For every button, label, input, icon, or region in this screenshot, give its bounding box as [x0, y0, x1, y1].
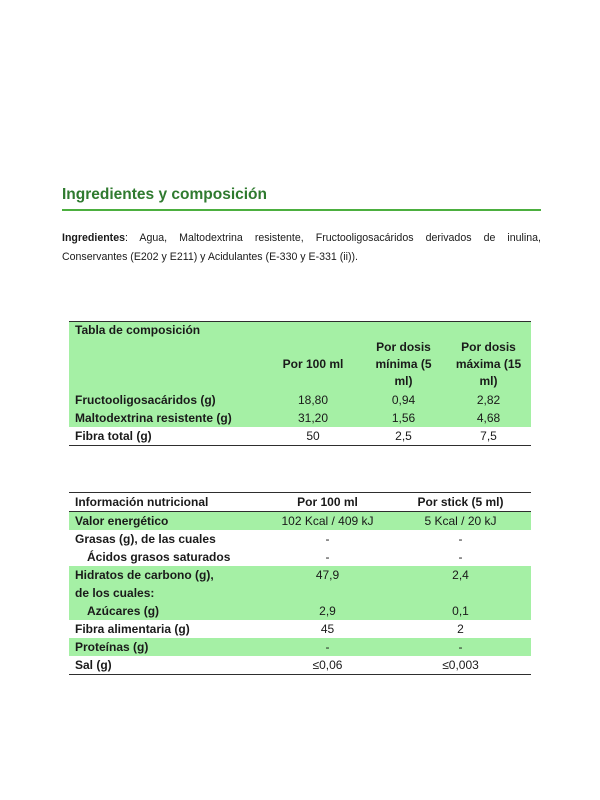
composition-table	[69, 321, 531, 446]
page-title: Ingredientes y composición	[62, 186, 267, 203]
table-row: Ácidos grasos saturados - -	[87, 550, 463, 564]
nutrition-col-per100: Por 100 ml	[265, 493, 390, 512]
title-divider	[62, 209, 541, 211]
table-row: Valor energético 102 Kcal / 409 kJ 5 Kcal / 20 kJ	[69, 512, 531, 531]
nutrition-caption: Información nutricional	[69, 493, 265, 512]
nutrition-table	[69, 492, 531, 675]
composition-col-max-dose: Por dosis máxima (15 ml)	[455, 340, 522, 388]
composition-caption: Tabla de composición	[69, 322, 531, 339]
table-row: Fructooligosacáridos (g) 18,80 0,94 2,82	[69, 391, 531, 409]
composition-col-per100: Por 100 ml	[282, 357, 344, 371]
ingredients-text: : Agua, Maltodextrina resistente, Fructooligosacáridos derivados de inulina, Conservantes (E202 y E211) y Acidulantes (E-330 y E-331 (ii)).	[62, 232, 541, 263]
composition-header-row	[69, 338, 531, 391]
table-row: Sal (g) ≤0,06 ≤0,003	[69, 656, 531, 675]
nutrition-col-per-stick: Por stick (5 ml)	[390, 493, 531, 512]
table-row: Fibra total (g) 50 2,5 7,5	[69, 427, 531, 446]
table-row: Grasas (g), de las cuales - -	[75, 532, 463, 546]
table-row: Fibra alimentaria (g) 45 2	[75, 622, 464, 636]
ingredients-label: Ingredientes	[62, 232, 125, 244]
table-row: de los cuales:	[69, 584, 531, 602]
table-row: Proteínas (g) - -	[69, 638, 531, 656]
ingredients-paragraph	[62, 229, 541, 267]
nutrition-header-row	[69, 493, 531, 512]
composition-caption-row	[69, 322, 531, 339]
composition-col-min-dose: Por dosis mínima (5 ml)	[375, 340, 432, 388]
table-row: Azúcares (g) 2,9 0,1	[69, 602, 531, 620]
table-row: Maltodextrina resistente (g) 31,20 1,56 4,68	[69, 409, 531, 427]
table-row: Hidratos de carbono (g), 47,9 2,4	[69, 566, 531, 584]
